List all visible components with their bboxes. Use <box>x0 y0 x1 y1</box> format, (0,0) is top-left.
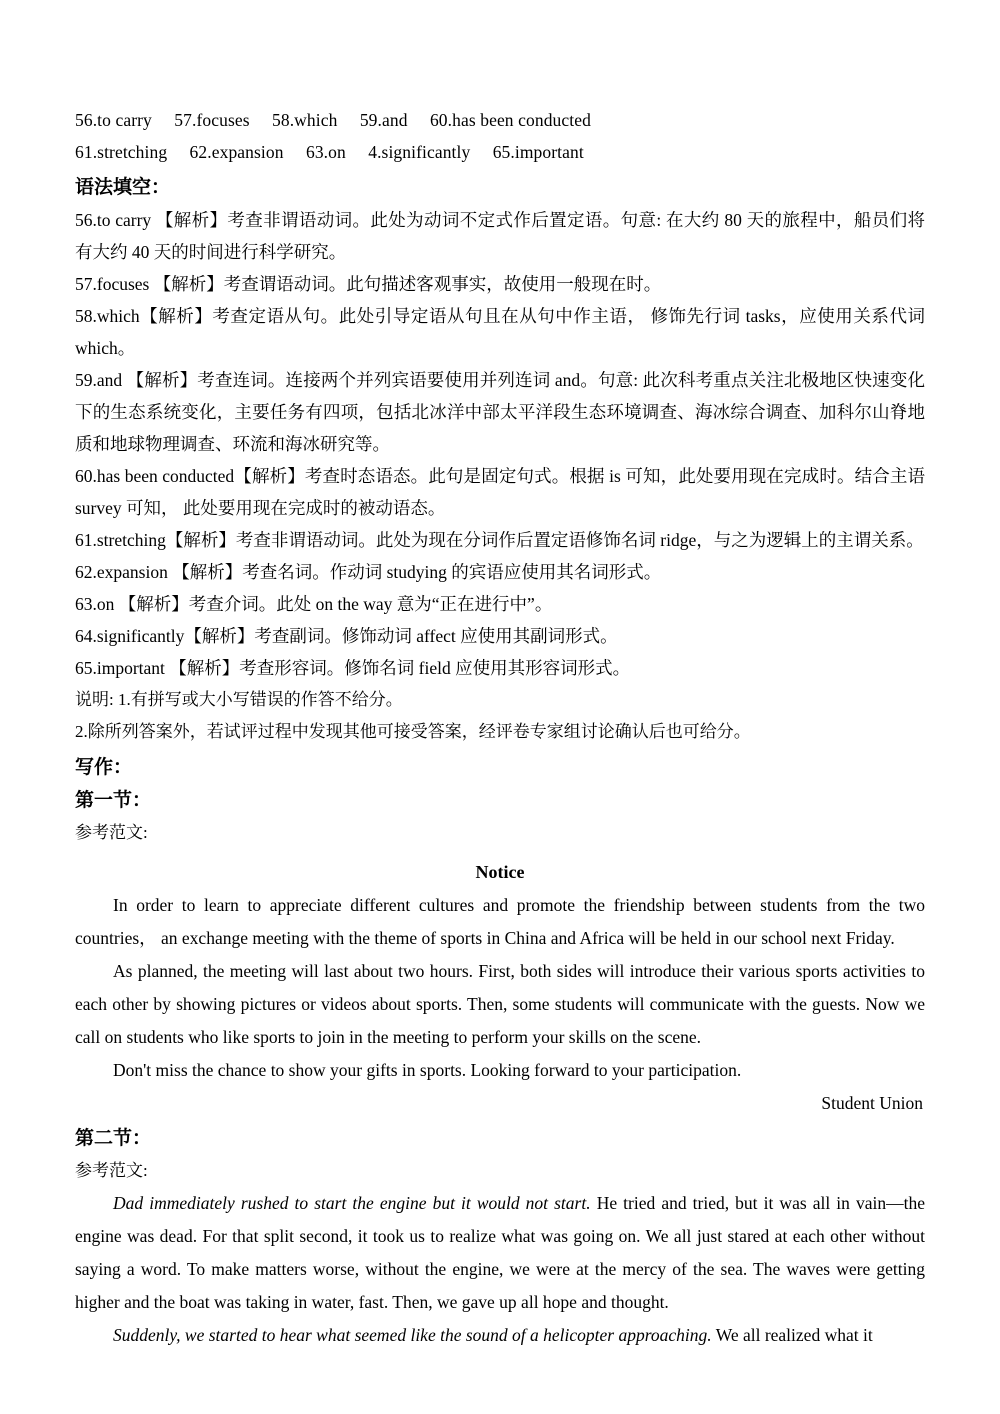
grammar-explanation-58: 58.which【解析】考查定语从句。此处引导定语从句且在从句中作主语， 修饰先行词 tasks，应使用关系代词 which。 <box>75 306 925 358</box>
notice-paragraph-3: Don't miss the chance to show your gifts in sports. Looking forward to your participation. <box>113 1060 742 1080</box>
grading-note-2: 2.除所列答案外，若试评过程中发现其他可接受答案，经评卷专家组讨论确认后也可给分。 <box>75 722 751 741</box>
part-one-heading: 第一节： <box>75 789 152 811</box>
grammar-explanation-56: 56.to carry 【解析】考查非谓语动词。此处为动词不定式作后置定语。句意: 在大约 80 天的旅程中，船员们将有大约 40 天的时间进行科学研究。 <box>75 210 925 262</box>
continuation-paragraph-2 <box>75 1319 925 1352</box>
writing-section-heading: 写作： <box>75 756 133 778</box>
answer-key-line-2: 61.stretching 62.expansion 63.on 4.significantly 65.important <box>75 142 584 162</box>
part-two-sample-label: 参考范文: <box>75 1161 148 1180</box>
grammar-explanation-59: 59.and 【解析】考查连词。连接两个并列宾语要使用并列连词 and。句意: 此次科考重点关注北极地区快速变化下的生态系统变化，主要任务有四项，包括北冰洋中部太平洋段生态环境调查、海冰综合调查、加科尔山脊地质和地球物理调查、环流和海冰研究等。 <box>75 370 925 454</box>
part-two-heading: 第二节： <box>75 1127 152 1149</box>
part-one-sample-label: 参考范文: <box>75 823 148 842</box>
grammar-explanation-57: 57.focuses 【解析】考查谓语动词。此句描述客观事实，故使用一般现在时。 <box>75 274 662 294</box>
answer-key-line-1: 56.to carry 57.focuses 58.which 59.and 60.has been conducted <box>75 110 591 130</box>
grammar-explanation-60: 60.has been conducted【解析】考查时态语态。此句是固定句式。根据 is 可知，此处要用现在完成时。结合主语 survey 可知， 此处要用现在完成时的被动语态。 <box>75 466 925 518</box>
grammar-explanation-63: 63.on 【解析】考查介词。此处 on the way 意为“正在进行中”。 <box>75 594 553 614</box>
grading-note-1: 说明: 1.有拼写或大小写错误的作答不给分。 <box>75 690 403 709</box>
continuation-body-2: We all realized what it <box>711 1325 873 1345</box>
notice-paragraph-2: As planned, the meeting will last about two hours. First, both sides will introduce their various sports activities to each other by showing pictures or videos about sports. Then, some students will communicate with the guests. Now we call on students who like sports to join in the meeting to perform your skills on the scene. <box>75 961 925 1047</box>
continuation-prompt-sentence-2: Suddenly, we started to hear what seemed like the sound of a helicopter approaching. <box>113 1325 712 1345</box>
grammar-explanation-61: 61.stretching【解析】考查非谓语动词。此处为现在分词作后置定语修饰名词 ridge，与之为逻辑上的主谓关系。 <box>75 530 924 550</box>
continuation-paragraph-1 <box>75 1187 925 1319</box>
notice-title: Notice <box>475 862 525 882</box>
notice-paragraph-1: In order to learn to appreciate different cultures and promote the friendship between students from the two countries， an exchange meeting with the theme of sports in China and Africa will be held in our school next Friday. <box>75 895 925 948</box>
grammar-explanation-65: 65.important 【解析】考查形容词。修饰名词 field 应使用其形容词形式。 <box>75 658 631 678</box>
notice-signature: Student Union <box>821 1093 923 1113</box>
continuation-prompt-sentence-1: Dad immediately rushed to start the engine but it would not start. <box>113 1193 591 1213</box>
grammar-section-heading: 语法填空： <box>75 176 171 198</box>
continuation-body-1: He tried and tried, but it was all in vain—the engine was dead. For that split second, it took us to realize what was going on. We all just stared at each other without saying a word. To make matters worse, without the engine, we were at the mercy of the sea. The waves were getting higher and the boat was taking in water, fast. Then, we gave up all hope and thought. <box>75 1193 925 1312</box>
grammar-explanation-64: 64.significantly【解析】考查副词。修饰动词 affect 应使用其副词形式。 <box>75 626 618 646</box>
grammar-explanation-62: 62.expansion 【解析】考查名词。作动词 studying 的宾语应使用其名词形式。 <box>75 562 662 582</box>
